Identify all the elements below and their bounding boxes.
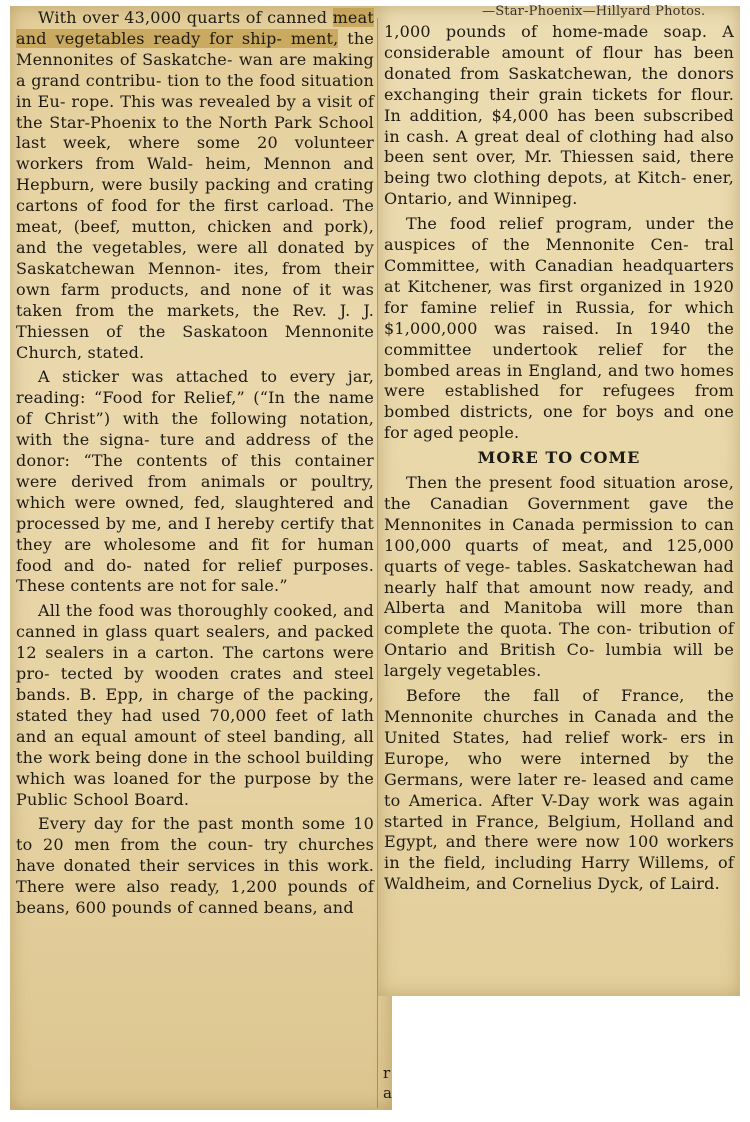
paragraph-4: Every day for the past month some 10 to 20 men from the coun- try churches have donated their services in this work. There were also ready, 1,200 pounds of beans, 600 pounds of canned beans, and: [16, 814, 374, 918]
highlighted-text: meat and vegetables ready for ship- ment,: [16, 8, 374, 48]
paragraph-8: Before the fall of France, the Mennonite churches in Canada and the United States, had relief work- ers in Europe, who were interned by the Germans, were later re- leased and came to America. After V-Day work was again started in France, Belgium, Holland and Egypt, and there were now 100 workers in the field, including Harry Willems, of Waldheim, and Cornelius Dyck, of Laird.: [384, 686, 734, 894]
edge-fragment-2: a: [383, 1084, 392, 1102]
paragraph-6: The food relief program, under the auspices of the Mennonite Cen- tral Committee, with Canadian headquarters at Kitchener, was first organized in 1920 for famine relief in Russia, for which $1,000,000 was raised. In 1940 the committee undertook relief for the bombed areas in England, and two homes were established for refugees from bombed districts, one for boys and one for aged people.: [384, 214, 734, 443]
paragraph-1: [16, 8, 374, 363]
paragraph-3: All the food was thoroughly cooked, and canned in glass quart sealers, and packed 12 sealers in a carton. The cartons were pro- tected by wooden crates and steel bands. B. Epp, in charge of the packing, stated they had used 70,000 feet of lath and an equal amount of steel banding, all the work being done in the school building which was loaned for the purpose by the Public School Board.: [16, 601, 374, 809]
lead-text: With over 43,000 quarts of canned: [38, 8, 328, 27]
paragraph-1-rest: the Mennonites of Saskatche- wan are making a grand contribu- tion to the food situation in Eu- rope. This was revealed by a visit of the Star-Phoenix to the North Park School last week, where some 20 volunteer workers from Wald- heim, Mennon and Hepburn, were busily packing and crating cartons of food for the first carload. The meat, (beef, mutton, chicken and pork), and the vegetables, were all donated by Saskatchewan Mennon- ites, from their own farm products, and none of it was taken from the markets, the Rev. J. J. Thiessen of the Saskatoon Mennonite Church, stated.: [16, 28, 374, 362]
photo-credit: —Star-Phoenix—Hillyard Photos.: [482, 4, 706, 19]
paragraph-7: Then the present food situation arose, the Canadian Government gave the Mennonites in Canada permission to can 100,000 quarts of meat, and 125,000 quarts of vege- tables. Saskatchewan had nearly half that amount now ready, and Alberta and Manitoba will more than complete the quota. The con- tribution of Ontario and British Co- lumbia will be largely vegetables.: [384, 473, 734, 681]
edge-fragment-1: r: [383, 1064, 391, 1082]
paragraph-5: 1,000 pounds of home-made soap. A considerable amount of flour has been donated from Saskatchewan, the donors exchanging their grain tickets for flour. In addition, $4,000 has been subscribed in cash. A great deal of clothing had also been sent over, Mr. Thiessen said, there being two clothing depots, at Kitch- ener, Ontario, and Winnipeg.: [384, 22, 734, 209]
left-column: [16, 8, 374, 923]
right-column: [384, 22, 734, 899]
subheading: MORE TO COME: [477, 448, 641, 468]
column-rule: [377, 18, 378, 1108]
paragraph-2: A sticker was attached to every jar, reading: “Food for Relief,” (“In the name of Christ”) with the following notation, with the signa- ture and address of the donor: “The contents of this container were derived from animals or poultry, which were owned, fed, slaughtered and processed by me, and I hereby certify that they are wholesome and fit for human food and do- nated for relief purposes. These contents are not for sale.”: [16, 367, 374, 596]
